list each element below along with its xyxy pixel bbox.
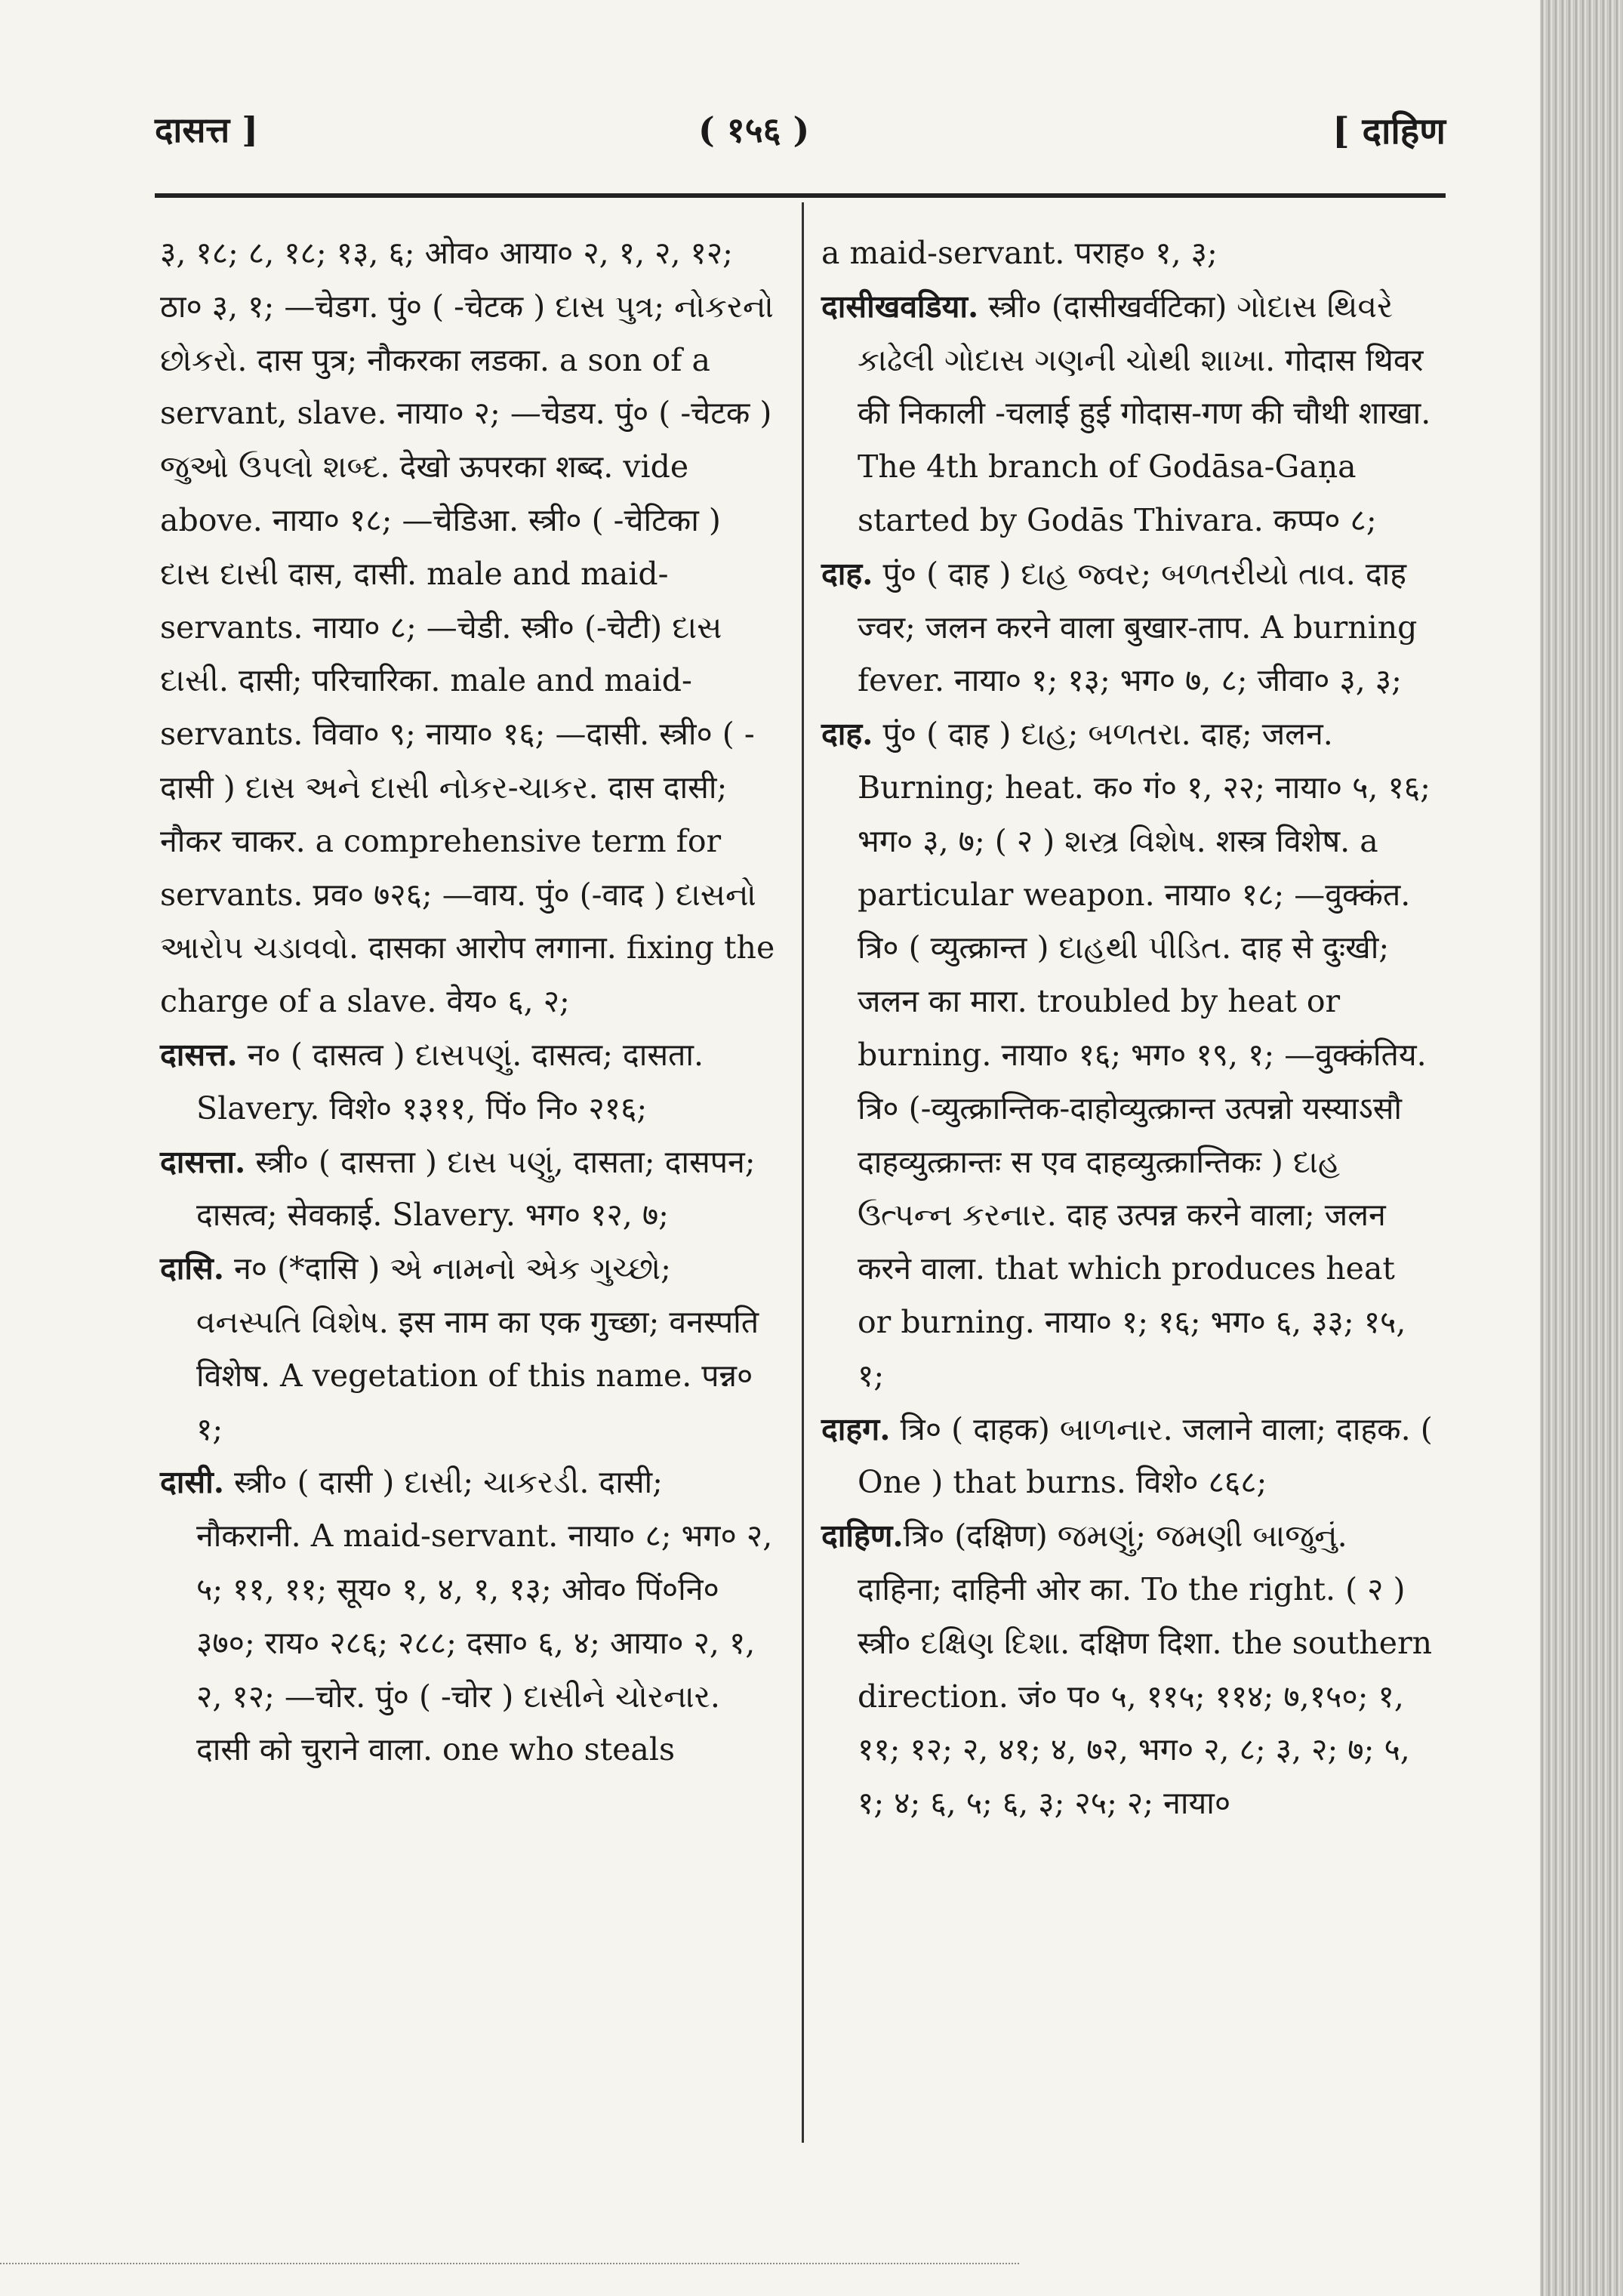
entry-text: न० ( दासत्व ) દાસપણું. दासत्व; दासता. Slavery. विशे० १३११, पिं० नि० २१६; xyxy=(196,1036,704,1126)
dictionary-entry xyxy=(160,1242,775,1456)
entry-text: त्रि० (दक्षिण) જમણું; જમણી બાજુનું. दाहिना; दाहिनी ओर का. To the right. ( २ ) स्त्री० દક્ષિણ દિશા. दक्षिण दिशा. the southern direction. जं० प० ५, ११५; ११४; ७,१५०; १, ११; १२; २, ४१; ४, ७२, भग० २, ८; ३, २; ७; ५, १; ४; ६, ५; ६, ३; २५; २; नाया० xyxy=(858,1518,1433,1822)
page-number: ( १५६ ) xyxy=(698,109,810,150)
dictionary-entry xyxy=(821,227,1437,280)
entry-headword: दाह. xyxy=(821,716,873,753)
header-right-guideword: [ दाहिण xyxy=(1332,110,1446,153)
bottom-dotted-edge xyxy=(0,2263,1019,2266)
entry-text: स्त्री० ( दासी ) દાસી; ચાકરડી. दासी; नौकरानी. A maid-servant. नाया० ८; भग० २, ५; ११, ११; सूय० १, ४, १, १३; ओव० पिं०नि० ३७०; राय० २८६; २८८; दसा० ६, ४; आया० २, १, २, १२; —चोर. पुं० ( -चोर ) દાસીને ચોરનાર. दासी को चुराने वाला. one who steals xyxy=(196,1464,773,1768)
entry-headword: दाह. xyxy=(821,555,873,592)
entry-text: स्त्री० ( दासत्ता ) દાસ પણું, दासता; दासपन; दासत्व; सेवकाई. Slavery. भग० १२, ७; xyxy=(196,1143,756,1234)
entry-headword: दासीखवडिया. xyxy=(821,288,979,325)
dictionary-entry xyxy=(821,1509,1437,1830)
page-edge-shadow xyxy=(1540,0,1623,2296)
entry-headword: दासत्ता. xyxy=(160,1143,246,1180)
entry-text: ३, १८; ८, १८; १३, ६; ओव० आया० २, १, २, १२; ठा० ३, १; —चेडग. पुं० ( -चेटक ) દાસ પુત્ર; નોકરનો છોકરો. दास पुत्र; नौकरका लडका. a son of a servant, slave. नाया० २; —चेडय. पुं० ( -चेटक ) જુઓ ઉપલો શબ્દ. देखो ऊपरका शब्द. vide above. नाया० १८; —चेडिआ. स्त्री० ( -चेटिका ) દાસ દાસી दास, दासी. male and maid-servants. नाया० ८; —चेडी. स्त्री० (-चेटी) દાસ દાસી. दासी; परिचारिका. male and maid-servants. विवा० ९; नाया० १६; —दासी. स्त्री० ( -दासी ) દાસ અને દાસી નોકર-ચાકર. दास दासी; नौकर चाकर. a comprehensive term for servants. प्रव० ७२६; —वाय. पुं० (-वाद ) દાસનો આરોપ ચડાવવો. दासका आरोप लगाना. fixing the charge of a slave. वेय० ६, २; xyxy=(160,235,775,1020)
dictionary-entry xyxy=(821,547,1437,707)
right-column xyxy=(821,227,1437,1830)
entry-headword: दासत्त. xyxy=(160,1036,238,1073)
entry-text: पुं० ( दाह ) દાહ જ્વર; બળતરીયો તાવ. दाह ज्वर; जलन करने वाला बुखार-ताप. A burning fever. नाया० १; १३; भग० ७, ८; जीवा० ३, ३; xyxy=(858,555,1418,699)
entry-text: a maid-servant. पराह० १, ३; xyxy=(821,235,1218,271)
entry-text: त्रि० ( दाहक) બાળનાર. जलाने वाला; दाहक. ( One ) that burns. विशे० ८६८; xyxy=(858,1410,1433,1501)
column-divider xyxy=(802,202,804,2143)
entry-text: न० (*दासि ) એ નામનો એક ગુચ્છો; વનસ્પતિ વિશેષ. इस नाम का एक गुच्छा; वनस्पति विशेष. A vegetation of this name. पन्न० १; xyxy=(196,1250,759,1447)
entry-headword: दाहग. xyxy=(821,1410,891,1447)
entry-text: स्त्री० (दासीखर्वटिका) ગોદાસ થિવરે કાઢેલી ગોદાસ ગણની ચોથી શાખા. गोदास थिवर की निकाली -चलाई हुई गोदास-गण की चौथी शाखा. The 4th branch of Godāsa-Gaṇa started by Godās Thivara. कप्प० ८; xyxy=(858,288,1431,538)
dictionary-entry xyxy=(160,1028,775,1136)
entry-headword: दाहिण. xyxy=(821,1518,904,1555)
header-rule xyxy=(155,193,1446,198)
dictionary-entry xyxy=(821,1403,1437,1510)
running-header xyxy=(155,106,1446,159)
entry-headword: दासि. xyxy=(160,1250,224,1287)
header-left-guideword: दासत्त ] xyxy=(155,109,259,150)
dictionary-entry xyxy=(821,280,1437,547)
dictionary-entry xyxy=(160,227,775,1028)
entry-headword: दासी. xyxy=(160,1464,224,1501)
dictionary-entry xyxy=(160,1136,775,1243)
dictionary-entry xyxy=(821,707,1437,1402)
dictionary-entry xyxy=(160,1456,775,1777)
entry-text: पुं० ( दाह ) દાહ; બળતરા. दाह; जलन. Burning; heat. क० गं० १, २२; नाया० ५, १६; भग० ३, ७; ( २ ) શસ્ત્ર વિશેષ. शस्त्र विशेष. a particular weapon. नाया० १८; —वुक्कंत. त्रि० ( व्युत्क्रान्त ) દાહથી પીડિત. दाह से दुःखी; जलन का मारा. troubled by heat or burning. नाया० १६; भग० १९, १; —वुक्कंतिय. त्रि० (-व्युत्क्रान्तिक-दाहोव्युत्क्रान्त उत्पन्नो यस्याऽसौ दाहव्युत्क्रान्तः स एव दाहव्युत्क्रान्तिकः ) દાહ ઉત્પન્ન કરનાર. दाह उत्पन्न करने वाला; जलन करने वाला. that which produces heat or burning. नाया० १; १६; भग० ६, ३३; १५, १; xyxy=(858,716,1431,1394)
left-column xyxy=(160,227,775,1777)
